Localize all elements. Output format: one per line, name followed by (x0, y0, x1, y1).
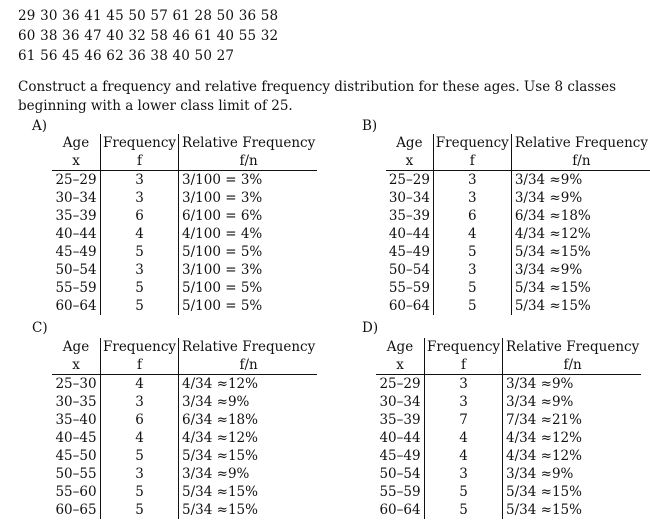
header-relative-symbol: f/n (179, 356, 318, 375)
age-class: 50–54 (388, 262, 430, 278)
table-row (52, 279, 317, 297)
table-row (386, 243, 650, 261)
table-subheader-row (376, 356, 641, 375)
relative-frequency-value: 3/34 ≈9% (514, 262, 583, 278)
age-class: 55–59 (379, 484, 421, 500)
option-b-table (386, 134, 650, 315)
table-row (52, 261, 317, 279)
age-class: 60–65 (55, 502, 97, 518)
frequency-value: 5 (101, 279, 179, 297)
option-b-label[interactable]: B) (362, 118, 378, 134)
header-relative-frequency: Relative Frequency (514, 135, 648, 151)
table-row (376, 375, 641, 394)
age-class: 25–30 (55, 376, 97, 392)
frequency-value: 5 (433, 297, 511, 315)
age-class: 50–54 (55, 262, 97, 278)
header-age-symbol: x (52, 152, 101, 171)
table-subheader-row (386, 152, 650, 171)
relative-frequency-value: 4/34 ≈12% (506, 448, 582, 464)
table-row (52, 393, 317, 411)
frequency-value: 3 (425, 393, 503, 411)
header-relative-frequency: Relative Frequency (182, 339, 316, 355)
age-class: 35–39 (55, 208, 97, 224)
frequency-value: 6 (433, 207, 511, 225)
relative-frequency-value: 5/100 = 5% (182, 298, 263, 314)
age-class: 40–44 (55, 226, 97, 242)
header-age-symbol: x (386, 152, 433, 171)
relative-frequency-value: 5/100 = 5% (182, 280, 263, 296)
frequency-value: 6 (101, 411, 179, 429)
relative-frequency-value: 5/34 ≈15% (514, 280, 591, 296)
header-frequency: Frequency (101, 338, 179, 356)
frequency-value: 3 (425, 375, 503, 394)
table-row (386, 171, 650, 190)
relative-frequency-value: 5/34 ≈15% (506, 484, 582, 500)
age-class: 40–44 (379, 430, 421, 446)
frequency-value: 3 (433, 261, 511, 279)
table-row (386, 261, 650, 279)
header-relative-frequency: Relative Frequency (182, 135, 316, 151)
age-class: 45–49 (388, 244, 430, 260)
relative-frequency-value: 3/34 ≈9% (506, 466, 574, 482)
frequency-value: 4 (425, 447, 503, 465)
age-class: 60–64 (379, 502, 421, 518)
frequency-value: 3 (101, 465, 179, 483)
age-class: 25–29 (55, 172, 97, 188)
header-age-symbol: x (52, 356, 101, 375)
age-class: 25–29 (379, 376, 421, 392)
relative-frequency-value: 3/100 = 3% (182, 172, 263, 188)
table-subheader-row (52, 152, 317, 171)
age-class: 30–34 (379, 394, 421, 410)
table-header-row (386, 134, 650, 152)
table-row (52, 411, 317, 429)
relative-frequency-value: 5/34 ≈15% (182, 502, 258, 518)
table-row (376, 465, 641, 483)
table-header-row (52, 134, 317, 152)
option-d-table (376, 338, 641, 519)
age-class: 40–44 (388, 226, 430, 242)
age-class: 40–45 (55, 430, 97, 446)
frequency-value: 3 (101, 171, 179, 190)
age-data-line: 29 30 36 41 45 50 57 61 28 50 36 58 (18, 8, 279, 24)
table-subheader-row (52, 356, 317, 375)
relative-frequency-value: 4/100 = 4% (182, 226, 263, 242)
header-frequency: Frequency (433, 134, 511, 152)
frequency-value: 5 (425, 483, 503, 501)
frequency-value: 3 (101, 189, 179, 207)
table-row (52, 375, 317, 394)
relative-frequency-value: 6/34 ≈18% (514, 208, 591, 224)
relative-frequency-value: 3/100 = 3% (182, 262, 263, 278)
frequency-value: 3 (433, 189, 511, 207)
age-class: 45–50 (55, 448, 97, 464)
age-class: 25–29 (388, 172, 430, 188)
header-relative-symbol: f/n (179, 152, 318, 171)
frequency-value: 5 (101, 501, 179, 519)
relative-frequency-value: 3/34 ≈9% (514, 190, 583, 206)
relative-frequency-value: 5/34 ≈15% (506, 502, 582, 518)
frequency-value: 7 (425, 411, 503, 429)
frequency-value: 4 (101, 225, 179, 243)
header-frequency: Frequency (425, 338, 503, 356)
frequency-value: 5 (101, 483, 179, 501)
age-class: 35–40 (55, 412, 97, 428)
relative-frequency-value: 3/34 ≈9% (506, 394, 574, 410)
option-d-label[interactable]: D) (362, 320, 379, 336)
table-row (386, 207, 650, 225)
header-relative-symbol: f/n (511, 152, 650, 171)
header-age: Age (396, 135, 423, 151)
age-data (18, 6, 278, 66)
option-a-label[interactable]: A) (32, 118, 48, 134)
table-row (376, 483, 641, 501)
frequency-value: 6 (101, 207, 179, 225)
age-class: 50–54 (379, 466, 421, 482)
age-class: 50–55 (55, 466, 97, 482)
header-age-symbol: x (376, 356, 425, 375)
relative-frequency-value: 3/34 ≈9% (514, 172, 583, 188)
frequency-value: 3 (101, 393, 179, 411)
relative-frequency-value: 3/34 ≈9% (182, 466, 250, 482)
relative-frequency-value: 3/100 = 3% (182, 190, 263, 206)
relative-frequency-value: 5/34 ≈15% (182, 448, 258, 464)
table-row (52, 447, 317, 465)
relative-frequency-value: 5/34 ≈15% (182, 484, 258, 500)
relative-frequency-value: 3/34 ≈9% (182, 394, 250, 410)
relative-frequency-value: 6/34 ≈18% (182, 412, 258, 428)
frequency-value: 3 (101, 261, 179, 279)
relative-frequency-value: 5/34 ≈15% (514, 244, 591, 260)
table-row (52, 483, 317, 501)
table-row (386, 189, 650, 207)
header-frequency-symbol: f (433, 152, 511, 171)
table-row (52, 429, 317, 447)
relative-frequency-value: 3/34 ≈9% (506, 376, 574, 392)
age-class: 35–39 (388, 208, 430, 224)
option-c-table (52, 338, 317, 519)
relative-frequency-value: 6/100 = 6% (182, 208, 263, 224)
table-row (386, 297, 650, 315)
frequency-value: 5 (101, 447, 179, 465)
table-row (52, 465, 317, 483)
age-class: 45–49 (55, 244, 97, 260)
relative-frequency-value: 4/34 ≈12% (182, 430, 258, 446)
age-class: 35–39 (379, 412, 421, 428)
age-class: 55–60 (55, 484, 97, 500)
header-frequency-symbol: f (101, 356, 179, 375)
relative-frequency-value: 4/34 ≈12% (182, 376, 258, 392)
frequency-value: 4 (101, 375, 179, 394)
age-class: 30–35 (55, 394, 97, 410)
header-age: Age (62, 135, 90, 151)
table-row (376, 393, 641, 411)
table-row (52, 171, 317, 190)
table-row (376, 429, 641, 447)
table-row (376, 411, 641, 429)
header-age: Age (62, 339, 90, 355)
frequency-value: 5 (101, 243, 179, 261)
relative-frequency-value: 7/34 ≈21% (506, 412, 582, 428)
table-row (52, 501, 317, 519)
age-class: 55–59 (55, 280, 97, 296)
table-row (376, 447, 641, 465)
header-relative-symbol: f/n (503, 356, 642, 375)
age-class: 60–64 (388, 298, 430, 314)
age-data-line: 61 56 45 46 62 36 38 40 50 27 (18, 48, 235, 64)
relative-frequency-value: 5/34 ≈15% (514, 298, 591, 314)
table-row (386, 225, 650, 243)
table-row (52, 189, 317, 207)
frequency-value: 5 (425, 501, 503, 519)
table-row (386, 279, 650, 297)
relative-frequency-value: 4/34 ≈12% (506, 430, 582, 446)
age-class: 55–59 (388, 280, 430, 296)
age-class: 45–49 (379, 448, 421, 464)
frequency-value: 5 (433, 243, 511, 261)
relative-frequency-value: 5/100 = 5% (182, 244, 263, 260)
frequency-value: 3 (433, 171, 511, 190)
frequency-value: 4 (433, 225, 511, 243)
frequency-value: 5 (101, 297, 179, 315)
frequency-value: 4 (425, 429, 503, 447)
relative-frequency-value: 4/34 ≈12% (514, 226, 591, 242)
age-data-line: 60 38 36 47 40 32 58 46 61 40 55 32 (18, 28, 279, 44)
table-row (376, 501, 641, 519)
table-row (52, 297, 317, 315)
table-row (52, 207, 317, 225)
age-class: 30–34 (388, 190, 430, 206)
header-frequency-symbol: f (101, 152, 179, 171)
option-c-label[interactable]: C) (32, 320, 48, 336)
table-header-row (52, 338, 317, 356)
header-relative-frequency: Relative Frequency (506, 339, 640, 355)
frequency-value: 5 (433, 279, 511, 297)
frequency-value: 4 (101, 429, 179, 447)
question-text: Construct a frequency and relative frequency distribution for these ages. Use 8 classes beginning with a lower class limit of 25. (18, 79, 617, 114)
table-row (52, 243, 317, 261)
table-header-row (376, 338, 641, 356)
age-class: 30–34 (55, 190, 97, 206)
age-class: 60–64 (55, 298, 97, 314)
header-age: Age (386, 339, 414, 355)
frequency-value: 3 (425, 465, 503, 483)
table-row (52, 225, 317, 243)
header-frequency: Frequency (101, 134, 179, 152)
header-frequency-symbol: f (425, 356, 503, 375)
option-a-table (52, 134, 317, 315)
